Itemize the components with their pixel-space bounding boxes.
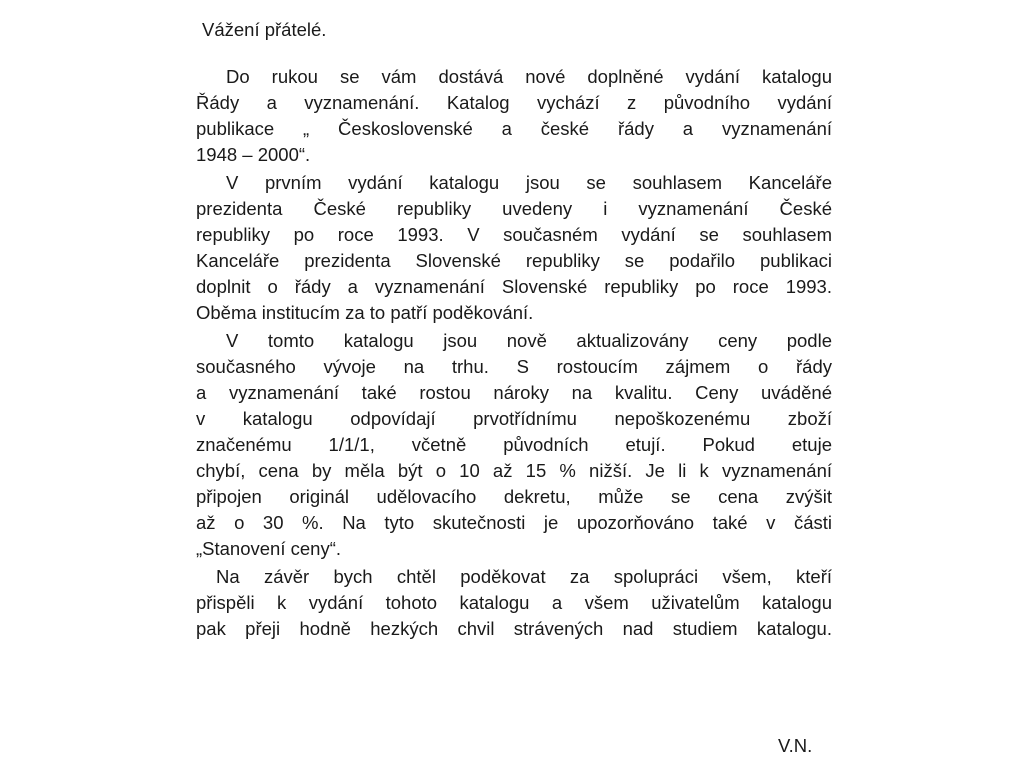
text-line: Do rukou se vám dostává nové doplněné vydání katalogu xyxy=(226,66,832,87)
paragraph-prices xyxy=(196,328,832,562)
paragraph-first-edition xyxy=(196,170,832,326)
text-line: republiky po roce 1993. V současném vydání se souhlasem xyxy=(196,224,832,245)
text-line: v katalogu odpovídají prvotřídnímu nepoškozenému zboží xyxy=(196,408,832,429)
text-line: přispěli k vydání tohoto katalogu a všem uživatelům katalogu xyxy=(196,592,832,613)
text-line: pak přeji hodně hezkých chvil strávených nad studiem katalogu. xyxy=(196,618,832,639)
paragraph-intro xyxy=(196,64,832,168)
text-line: Oběma institucím za to patří poděkování. xyxy=(196,302,534,323)
text-line: 1948 – 2000“. xyxy=(196,144,311,165)
text-line: a vyznamenání také rostou nároky na kvalitu. Ceny uváděné xyxy=(196,382,832,403)
text-line: publikace „ Československé a české řády a vyznamenání xyxy=(196,118,832,139)
signature-initials: V.N. xyxy=(778,735,813,756)
letter-body xyxy=(196,18,832,644)
text-line: prezidenta České republiky uvedeny i vyznamenání České xyxy=(196,198,832,219)
text-line: Řády a vyznamenání. Katalog vychází z původního vydání xyxy=(196,92,832,113)
text-line: Kanceláře prezidenta Slovenské republiky se podařilo publikaci xyxy=(196,250,832,271)
text-line: až o 30 %. Na tyto skutečnosti je upozorňováno také v části xyxy=(196,512,832,533)
text-line: současného vývoje na trhu. S rostoucím zájmem o řády xyxy=(196,356,832,377)
text-line: značenému 1/1/1, včetně původních etují. Pokud etuje xyxy=(196,434,832,455)
text-line: doplnit o řády a vyznamenání Slovenské republiky po roce 1993. xyxy=(196,276,832,297)
text-line: připojen originál udělovacího dekretu, může se cena zvýšit xyxy=(196,486,832,507)
text-line: chybí, cena by měla být o 10 až 15 % nižší. Je li k vyznamenání xyxy=(196,460,832,481)
salutation: Vážení přátelé. xyxy=(202,19,327,40)
text-line: „Stanovení ceny“. xyxy=(196,538,341,559)
paragraph-thanks xyxy=(196,564,832,642)
text-line: Na závěr bych chtěl poděkovat za spolupráci všem, kteří xyxy=(216,566,832,587)
text-line: V tomto katalogu jsou nově aktualizovány ceny podle xyxy=(226,330,832,351)
text-line: V prvním vydání katalogu jsou se souhlasem Kanceláře xyxy=(226,172,832,193)
